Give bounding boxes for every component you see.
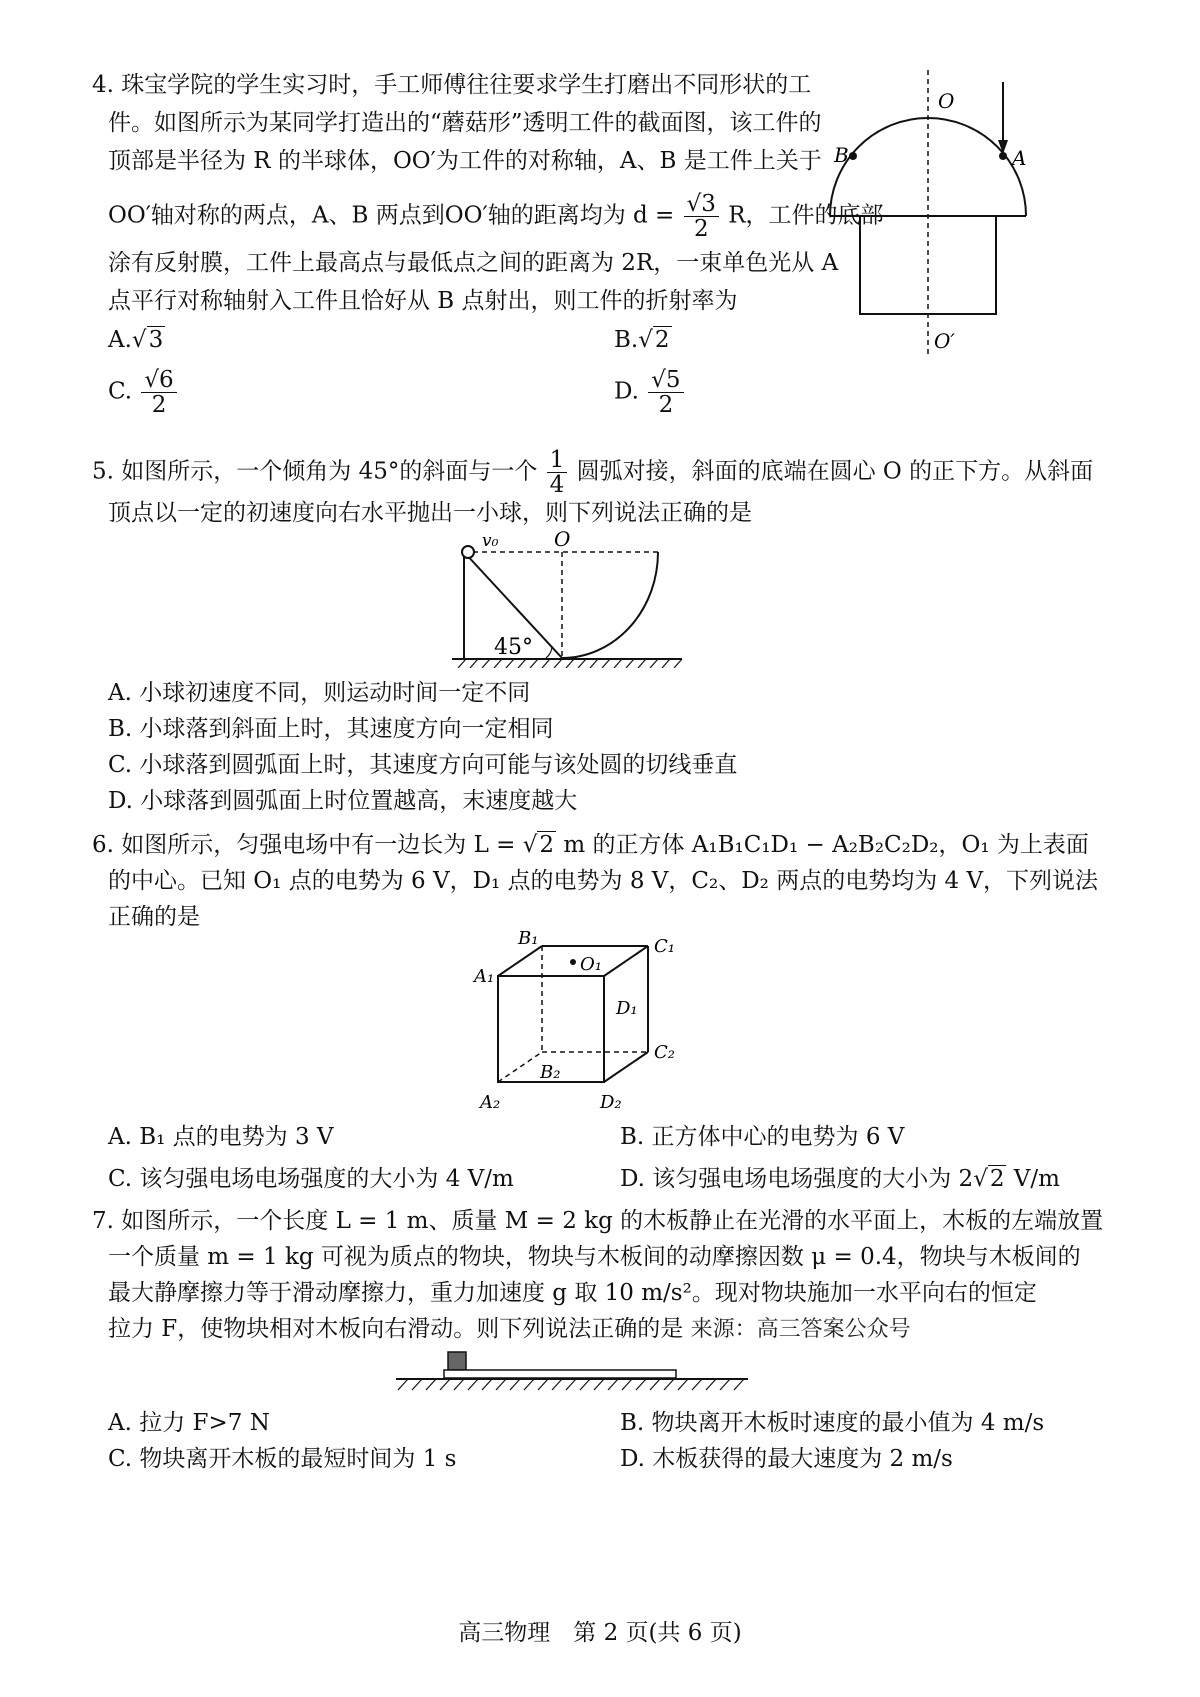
q6-option-c: C. 该匀强电场电场强度的大小为 4 V/m bbox=[108, 1166, 514, 1192]
label-d2: D₂ bbox=[600, 1092, 622, 1113]
q4-line-2: 件。如图所示为某同学打造出的“蘑菇形”透明工件的截面图，该工件的 bbox=[108, 110, 822, 136]
q4-option-d-fraction: $\frac{√5}{2}$ bbox=[648, 368, 683, 417]
q5-option-a: A. 小球初速度不同，则运动时间一定不同 bbox=[108, 680, 531, 706]
label-b1: B₁ bbox=[518, 930, 539, 949]
q7-option-d: D. 木板获得的最大速度为 2 m/s bbox=[620, 1446, 953, 1472]
q4-line-5: 涂有反射膜，工件上最高点与最低点之间的距离为 2R，一束单色光从 A bbox=[108, 250, 839, 276]
source-note: 来源：高三答案公众号 bbox=[690, 1317, 911, 1342]
q6-option-a: A. B₁ 点的电势为 3 V bbox=[108, 1124, 334, 1150]
q4-line-1: 4. 珠宝学院的学生实习时，手工师傅往往要求学生打磨出不同形状的工 bbox=[92, 72, 812, 98]
hemisphere-arc bbox=[830, 118, 1026, 216]
angle-arc bbox=[546, 646, 552, 658]
label-o-prime: O′ bbox=[934, 329, 955, 353]
label-a1: A₁ bbox=[474, 966, 495, 987]
q4-option-b-value: 2 bbox=[654, 327, 670, 353]
q6-line-3: 正确的是 bbox=[108, 904, 200, 930]
q4-option-a-value: 3 bbox=[148, 327, 164, 353]
q5-option-c: C. 小球落到圆弧面上时，其速度方向可能与该处圆的切线垂直 bbox=[108, 752, 738, 778]
block-board-figure bbox=[392, 1348, 752, 1394]
quarter-arc bbox=[562, 552, 658, 658]
q7-line-4: 拉力 F，使物块相对木板向右滑动。则下列说法正确的是 来源：高三答案公众号 bbox=[108, 1316, 911, 1342]
q6-option-d: D. 该匀强电场电场强度的大小为 2√2 V/m bbox=[620, 1166, 1060, 1192]
o-label: O bbox=[554, 528, 571, 551]
label-c1: C₁ bbox=[654, 936, 675, 957]
q4-option-a: A.√3 bbox=[108, 327, 164, 353]
q5-option-b: B. 小球落到斜面上时，其速度方向一定相同 bbox=[108, 716, 554, 742]
label-b2: B₂ bbox=[540, 1062, 561, 1083]
label-o1: O₁ bbox=[580, 954, 602, 975]
q4-d-fraction bbox=[684, 192, 719, 241]
q5-line-2: 顶点以一定的初速度向右水平抛出一小球，则下列说法正确的是 bbox=[108, 500, 752, 526]
q4-line-3: 顶部是半径为 R 的半球体，OO′为工件的对称轴，A、B 是工件上关于 bbox=[108, 148, 822, 174]
incline-arc-figure bbox=[452, 528, 692, 668]
q6-line-1: 6. 如图所示，匀强电场中有一边长为 L = √2 m 的正方体 A₁B₁C₁D₁ − A₂B₂C₂D₂，O₁ 为上表面 bbox=[92, 832, 1089, 858]
angle-label: 45° bbox=[494, 635, 533, 660]
v0-label: v₀ bbox=[482, 531, 499, 551]
q7-option-c: C. 物块离开木板的最短时间为 1 s bbox=[108, 1446, 457, 1472]
q6-option-b: B. 正方体中心的电势为 6 V bbox=[620, 1124, 905, 1150]
block-icon bbox=[448, 1352, 466, 1370]
point-a-dot bbox=[999, 152, 1007, 160]
label-d1: D₁ bbox=[616, 998, 638, 1019]
q4-option-c-fraction: $\frac{√6}{2}$ bbox=[141, 368, 176, 417]
q7-line-1: 7. 如图所示，一个长度 L = 1 m、质量 M = 2 kg 的木板静止在光滑的水平面上，木板的左端放置 bbox=[92, 1208, 1104, 1234]
page-footer: 高三物理 第 2 页(共 6 页) bbox=[458, 1620, 742, 1646]
cube-figure bbox=[470, 930, 690, 1115]
q5-quarter-fraction: $\frac{1}{4}$ bbox=[547, 448, 568, 497]
q4-line-4-rest: R，工件的底部 bbox=[728, 202, 884, 229]
q7-line-3: 最大静摩擦力等于滑动摩擦力，重力加速度 g 取 10 m/s²。现对物块施加一水平向右的恒定 bbox=[108, 1280, 1037, 1306]
label-o: O bbox=[938, 89, 955, 113]
q4-d-numerator: √3 bbox=[684, 192, 719, 217]
label-c2: C₂ bbox=[654, 1042, 675, 1063]
q4-line-4-text: OO′轴对称的两点，A、B 两点到OO′轴的距离均为 d = bbox=[108, 202, 675, 229]
ground-hatch bbox=[458, 659, 682, 668]
q7-line-2: 一个质量 m = 1 kg 可视为质点的物块，物块与木板间的动摩擦因数 μ = 0.4，物块与木板间的 bbox=[108, 1244, 1081, 1270]
q5-line-1: 5. 如图所示，一个倾角为 45°的斜面与一个 $\frac{1}{4}$ 圆弧对接，斜面的底端在圆心 O 的正下方。从斜面 bbox=[92, 447, 1094, 498]
q6-line-2: 的中心。已知 O₁ 点的电势为 6 V，D₁ 点的电势为 8 V，C₂、D₂ 两点的电势均为 4 V，下列说法 bbox=[108, 868, 1099, 894]
q5-option-d: D. 小球落到圆弧面上时位置越高，末速度越大 bbox=[108, 788, 578, 814]
o1-dot bbox=[570, 959, 576, 965]
q4-option-b: B.√2 bbox=[614, 327, 670, 353]
point-b-dot bbox=[849, 152, 857, 160]
q4-d-denominator: 2 bbox=[693, 216, 709, 242]
label-a: A bbox=[1012, 146, 1027, 170]
label-a2: A₂ bbox=[480, 1092, 501, 1113]
q7-option-b: B. 物块离开木板时速度的最小值为 4 m/s bbox=[620, 1410, 1045, 1436]
q4-line-6: 点平行对称轴射入工件且恰好从 B 点射出，则工件的折射率为 bbox=[108, 288, 738, 314]
q7-option-a: A. 拉力 F>7 N bbox=[108, 1410, 270, 1436]
q4-option-c: C. $\frac{√6}{2}$ bbox=[108, 368, 179, 417]
label-b: B bbox=[834, 143, 849, 167]
q4-option-d: D. $\frac{√5}{2}$ bbox=[614, 368, 686, 417]
q4-line-4 bbox=[108, 192, 884, 241]
mushroom-figure bbox=[820, 70, 1040, 360]
light-ray-arrow-icon bbox=[998, 140, 1008, 154]
ball-icon bbox=[462, 546, 474, 558]
board bbox=[444, 1370, 676, 1378]
floor-hatch bbox=[398, 1379, 744, 1390]
